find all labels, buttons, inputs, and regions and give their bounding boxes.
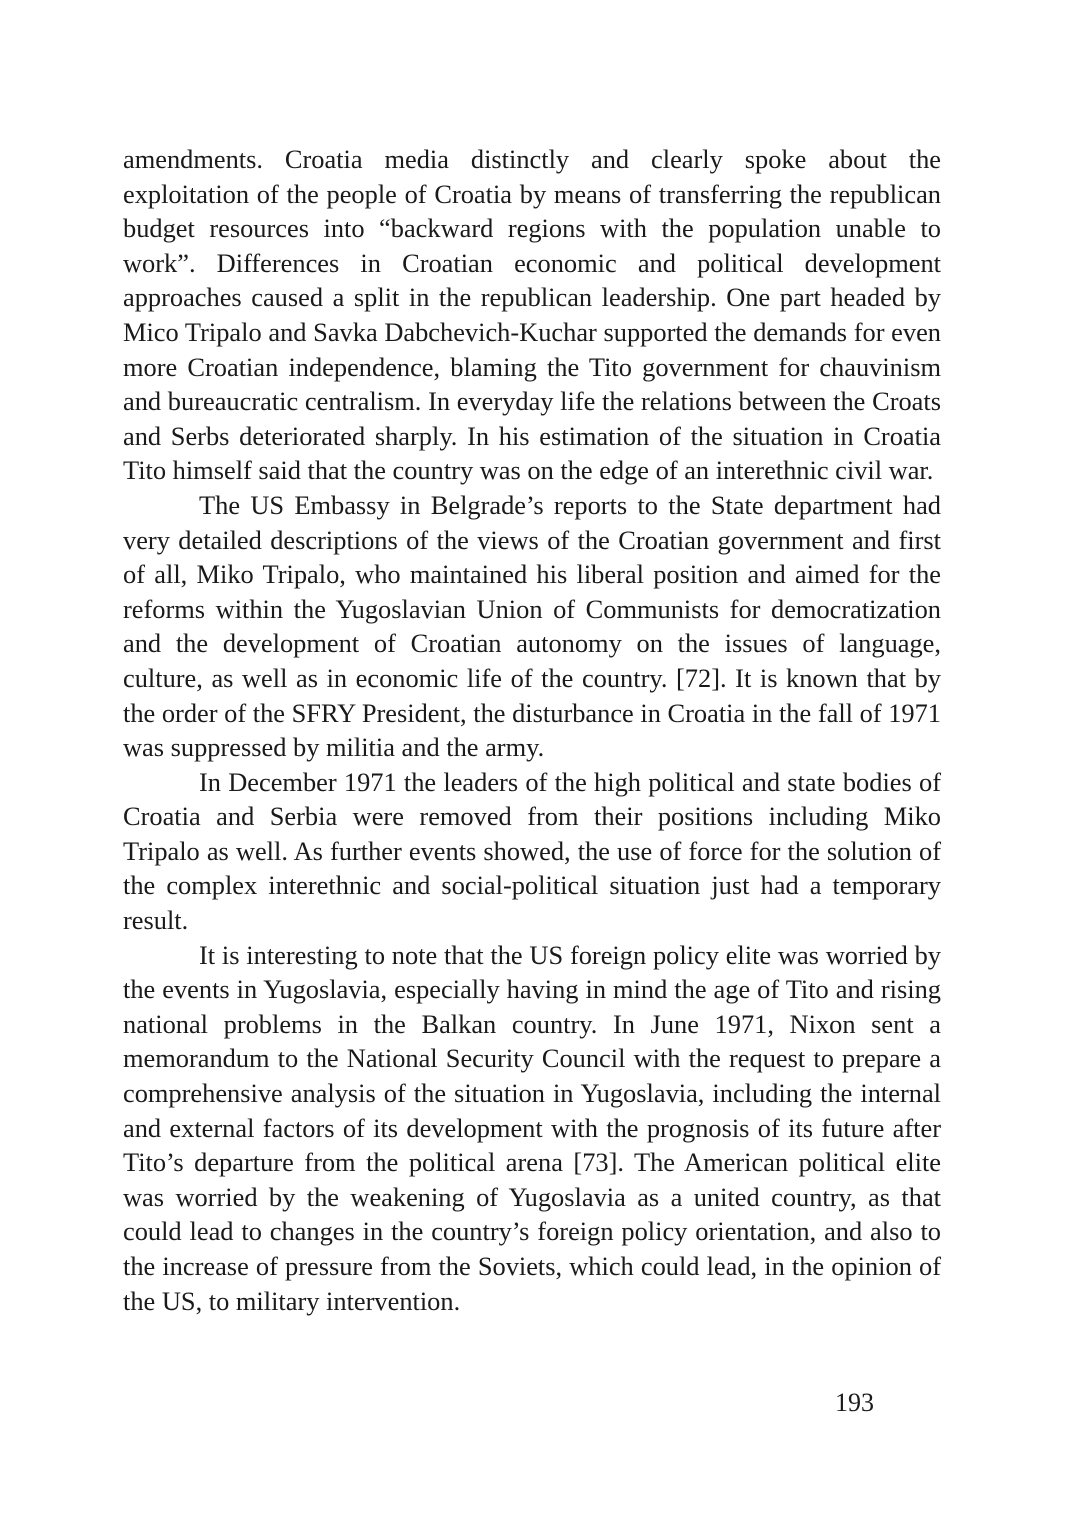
page-number: 193 xyxy=(835,1388,874,1417)
paragraph-us-embassy: The US Embassy in Belgrade’s reports to the State department had very detailed descriptions of the views of the Croatian government and first of all, Miko Tripalo, who maintained his liberal position and aimed for the reforms within the Yugoslavian Union of Communists for democratization and the development of Croatian autonomy on the issues of language, culture, as well as in economic life of the country. [72]. It is known that by the order of the SFRY President, the disturbance in Croatia in the fall of 1971 was suppressed by militia and the army. xyxy=(123,489,941,763)
paragraph-continuation: amendments. Croatia media distinctly and clearly spoke about the exploitation of the people of Croatia by means of transferring the republican budget resources into “backward regions with the population unable to work”. Differences in Croatian economic and political development approaches caused a split in the republican leadership. One part headed by Mico Tripalo and Savka Dabchevich-Kuchar supported the demands for even more Croatian independence, blaming the Tito government for chauvinism and bureaucratic centralism. In everyday life the relations between the Croats and Serbs deteriorated sharply. In his estimation of the situation in Croatia Tito himself said that the country was on the edge of an interethnic civil war. xyxy=(123,144,941,486)
paragraph-december-1971: In December 1971 the leaders of the high political and state bodies of Croatia and Serbia were removed from their positions including Miko Tripalo as well. As further events showed, the use of force for the solution of the complex interethnic and social-political situation just had a temporary result. xyxy=(123,766,941,936)
paragraph-us-foreign-policy: It is interesting to note that the US foreign policy elite was worried by the events in Yugoslavia, especially having in mind the age of Tito and rising national problems in the Balkan country. In June 1971, Nixon sent a memorandum to the National Security Council with the request to prepare a comprehensive analysis of the situation in Yugoslavia, including the internal and external factors of its development with the prognosis of its future after Tito’s departure from the political arena [73]. The American political elite was worried by the weakening of Yugoslavia as a united country, as that could lead to changes in the country’s foreign policy orientation, and also to the increase of pressure from the Soviets, which could lead, in the opinion of the US, to military intervention. xyxy=(123,939,941,1316)
body-text xyxy=(123,142,941,1318)
